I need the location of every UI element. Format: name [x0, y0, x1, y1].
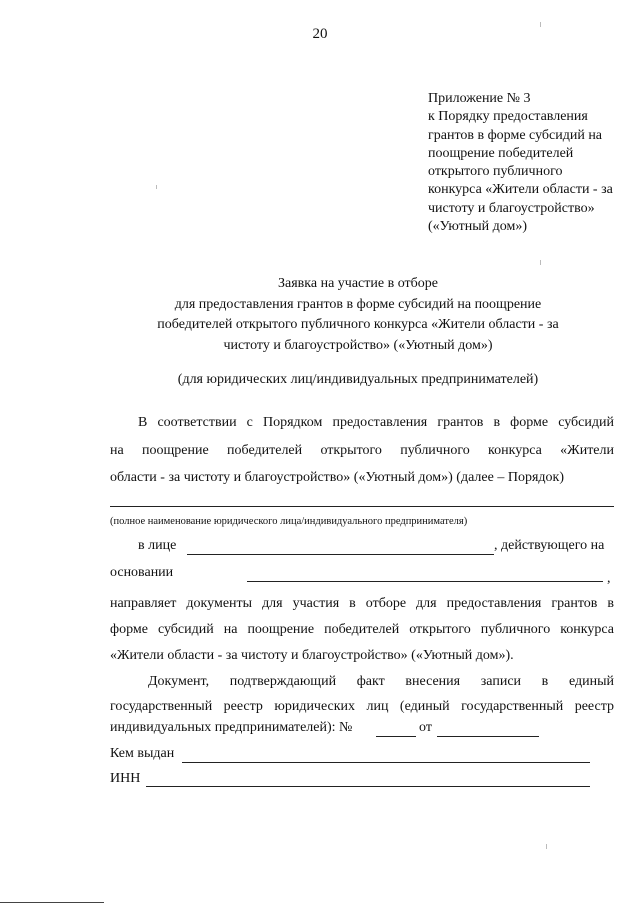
document-title [0, 274, 640, 356]
person-label: в лице [138, 538, 177, 553]
paragraph-line: «Жители области - за чистоту и благоустройство» («Уютный дом»). [110, 648, 514, 663]
appendix-line: грантов в форме субсидий на [428, 127, 603, 143]
paragraph-1 [110, 409, 614, 492]
appendix-line: Приложение № 3 [428, 91, 531, 106]
title-line: Заявка на участие в отборе [278, 276, 438, 291]
paragraph-line: направляет документы для участия в отборе для предоставления грантов в [110, 596, 614, 611]
appendix-line: к Порядку предоставления [428, 109, 588, 125]
appendix-line: поощрение победителей [428, 145, 574, 161]
person-field[interactable] [187, 554, 494, 555]
paragraph-line: на поощрение победителей открытого публичного конкурса «Жители [110, 442, 614, 458]
paragraph-line: В соответствии с Порядком предоставления грантов в форме субсидий [138, 415, 614, 430]
title-line: для предоставления грантов в форме субсидий на поощрение [174, 296, 542, 312]
inn-label: ИНН [110, 771, 141, 786]
issued-by-field[interactable] [182, 762, 590, 763]
subtitle-text: (для юридических лиц/индивидуальных предпринимателей) [177, 372, 539, 387]
basis-suffix: , [607, 571, 611, 586]
basis-label: основании [110, 565, 174, 580]
paragraph-line: области - за чистоту и благоустройство» («Уютный дом») (далее – Порядок) [110, 470, 564, 485]
registry-number-label: индивидуальных предпринимателей): № [110, 720, 353, 735]
inn-field[interactable] [146, 786, 590, 787]
document-subtitle [0, 372, 640, 388]
entity-name-caption: (полное наименование юридического лица/индивидуального предпринимателя) [110, 516, 468, 527]
entity-name-field[interactable] [110, 506, 614, 507]
appendix-line: конкурса «Жители области - за [428, 182, 613, 198]
paragraph-line: Документ, подтверждающий факт внесения записи в единый [148, 674, 614, 689]
person-suffix: , действующего на [494, 538, 605, 553]
appendix-line: чистоту и благоустройство» [428, 200, 595, 216]
registry-date-field[interactable] [437, 736, 539, 737]
title-line: победителей открытого публичного конкурса «Жители области - за [157, 317, 559, 332]
registry-number-field[interactable] [376, 736, 416, 737]
page-number: 20 [312, 26, 328, 42]
paragraph-2 [110, 591, 614, 669]
paragraph-3 [110, 669, 614, 719]
scan-speck [156, 185, 157, 189]
title-line: чистоту и благоустройство» («Уютный дом») [223, 337, 493, 353]
page-edge-line [0, 902, 104, 903]
appendix-line: («Уютный дом») [428, 219, 528, 235]
paragraph-line: форме субсидий на поощрение победителей открытого публичного конкурса [110, 622, 614, 637]
appendix-line: открытого публичного [428, 164, 563, 180]
appendix-header [428, 90, 613, 236]
paragraph-line: государственный реестр юридических лиц (единый государственный реестр [110, 699, 614, 714]
basis-field[interactable] [247, 581, 603, 582]
scan-speck [540, 22, 541, 27]
registry-date-label: от [419, 720, 432, 735]
scan-speck [546, 844, 547, 849]
scan-speck [540, 260, 541, 265]
issued-by-label: Кем выдан [110, 746, 175, 761]
